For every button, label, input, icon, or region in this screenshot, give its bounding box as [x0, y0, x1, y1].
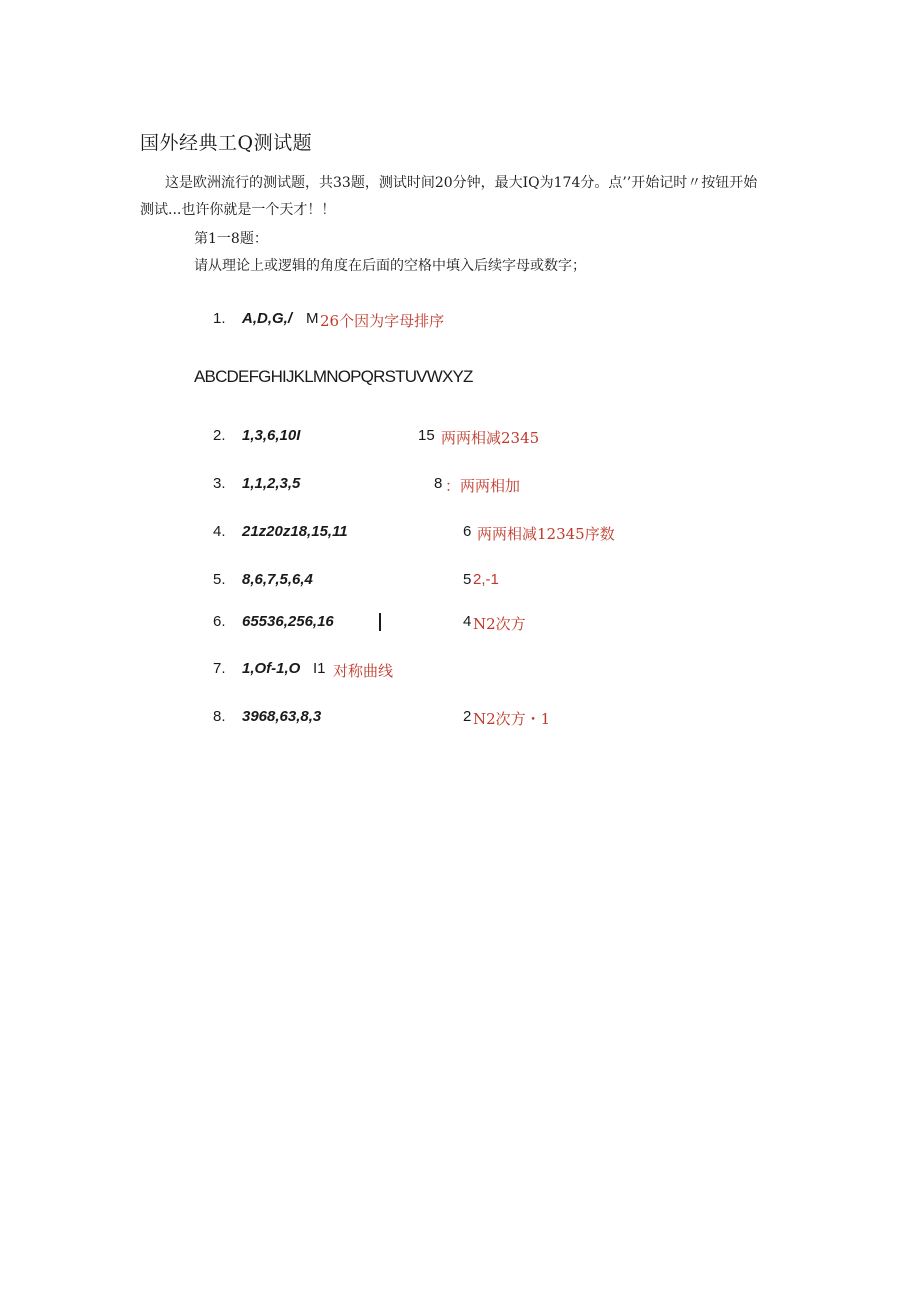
- question-answer: M: [306, 310, 319, 327]
- question-answer: 8: [434, 475, 443, 492]
- question-sequence: A,D,G,/: [242, 310, 293, 327]
- question-answer: 15: [418, 427, 435, 444]
- section-instruction: 请从理论上或逻辑的角度在后面的空格中填入后续字母或数字；: [194, 258, 586, 274]
- question-note: 两两相减12345序数: [477, 525, 615, 543]
- text-cursor: [379, 613, 381, 631]
- question-answer: 5: [463, 571, 472, 588]
- question-answer: 6: [463, 523, 472, 540]
- question-sequence: 3968,63,8,3: [242, 708, 322, 725]
- question-number: 4.: [213, 523, 226, 540]
- section-block: [194, 226, 586, 280]
- question-number: 8.: [213, 708, 226, 725]
- alphabet-line: ABCDEFGHIJKLMNOPQRSTUVWXYZ: [194, 367, 473, 386]
- question-note: 2,-1: [473, 571, 499, 588]
- question-sequence: 21z20z18,15,11: [242, 523, 348, 540]
- question-sequence: 1,3,6,10I: [242, 427, 301, 444]
- question-number: 6.: [213, 613, 226, 630]
- question-sequence: 1,Of-1,O: [242, 660, 301, 677]
- question-note: ：两两相加: [445, 477, 521, 495]
- question-sequence: 65536,256,16: [242, 613, 334, 630]
- question-sequence: 1,1,2,3,5: [242, 475, 301, 492]
- question-number: 3.: [213, 475, 226, 492]
- page-title: 国外经典工Q测试题: [140, 132, 313, 154]
- question-number: 2.: [213, 427, 226, 444]
- question-note: N2次方・1: [473, 710, 551, 728]
- question-answer: 4: [463, 613, 472, 630]
- question-note: 对称曲线: [333, 662, 394, 680]
- question-answer: 2: [463, 708, 472, 725]
- question-number: 7.: [213, 660, 226, 677]
- question-note: 两两相减2345: [441, 429, 540, 447]
- question-answer: I1: [313, 660, 326, 677]
- question-note: 26个因为字母排序: [320, 312, 445, 330]
- question-number: 1.: [213, 310, 226, 327]
- question-sequence: 8,6,7,5,6,4: [242, 571, 313, 588]
- intro-paragraph: 这是欧洲流行的测试题，共33题，测试时间20分钟，最大IQ为174分。点’’开始记时〃按钮开始测试...也许你就是一个天才！！: [140, 175, 758, 218]
- question-number: 5.: [213, 571, 226, 588]
- section-heading: 第1一8题：: [194, 231, 268, 247]
- question-note: N2次方: [473, 615, 526, 633]
